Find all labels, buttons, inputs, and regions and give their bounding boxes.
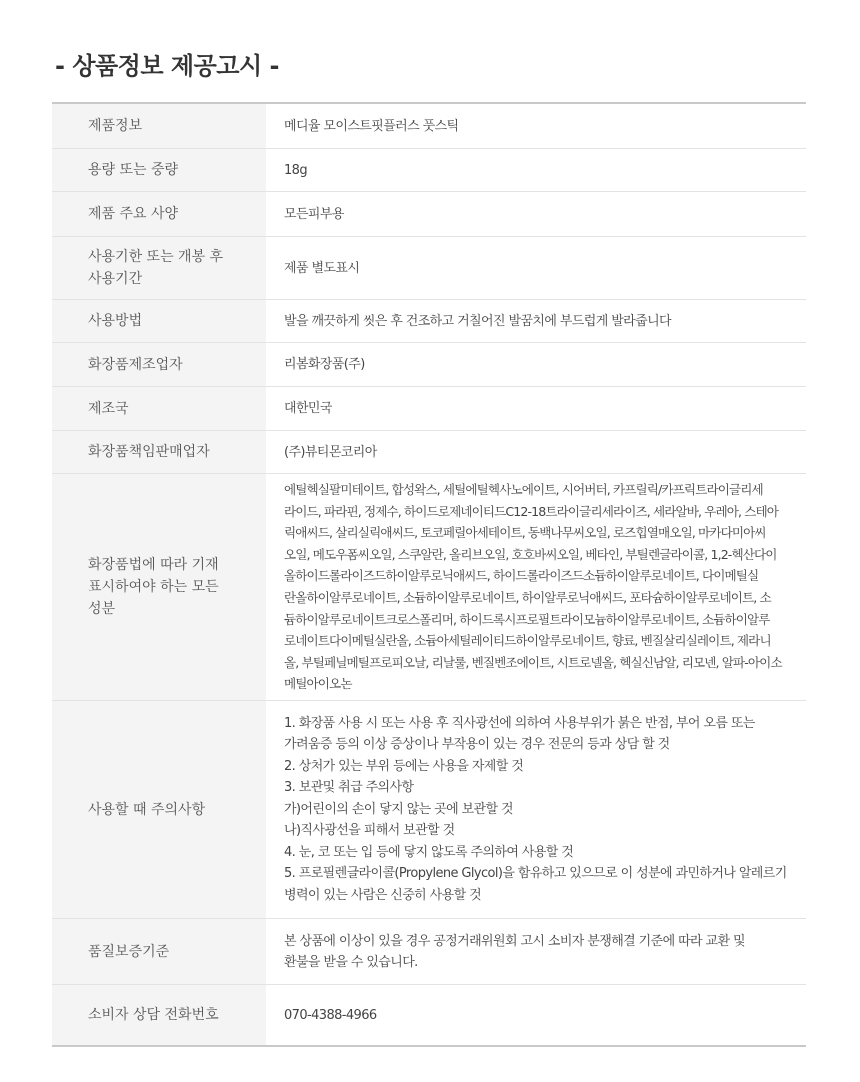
row-value-cautions [266,701,806,918]
row-label-seller: 화장품책임판매업자 [52,431,266,473]
row-label-cautions: 사용할 때 주의사항 [52,701,266,918]
table-row [52,386,806,430]
caution-item: 가)어린이의 손이 닿지 않는 곳에 보관할 것 [284,801,513,817]
caution-item: 1. 화장품 사용 시 또는 사용 후 직사광선에 의하여 사용부위가 붉은 반점, 부어 오름 또는 가려움증 등의 이상 증상이나 부작용이 있는 경우 전문의 등과 상담 할 것 [284,715,755,753]
table-row [52,236,806,299]
table-row [52,148,806,191]
caution-item: 나)직사광선을 피해서 보관할 것 [284,823,455,839]
usage-text: 발을 깨끗하게 씻은 후 건조하고 거칠어진 발꿈치에 부드럽게 발라줍니다 [284,313,671,329]
expiry-text: 제품 별도표시 [284,260,360,276]
country-text: 대한민국 [284,401,332,416]
row-label-manufacturer: 화장품제조업자 [52,343,266,386]
row-label-product-info: 제품정보 [52,104,266,148]
table-row [52,299,806,342]
table-row [52,984,806,1045]
cautions-list [284,713,787,907]
product-info-table [52,102,806,1047]
row-label-expiry: 사용기한 또는 개봉 후 사용기간 [52,237,266,299]
caution-item: 4. 눈, 코 또는 입 등에 닿지 않도록 주의하여 사용할 것 [284,844,574,860]
row-value-capacity [266,149,806,191]
row-label-country: 제조국 [52,387,266,430]
main-spec-text: 모든피부용 [284,206,344,222]
ingredients-text: 에틸헥실팔미테이트, 합성왁스, 세틸에틸헥사노에이트, 시어버터, 카프릴릭/카프릭트라이글리세 라이드, 파라핀, 정제수, 하이드로제네이티드C12-18트라이글리세라이즈, 세라알바, 우레아, 스테아 릭애씨드, 살리실릭애씨드, 토코페릴아세테이트, 동백나무씨오일, 로즈힙열매오일, 마카다미아씨 오일, 메도우폼씨오일, 스쿠알란, 올리브오일, 호호바씨오일, 베타인, 부틸렌글라이콜, 1,2-헥산다이 올하이드롤라이즈드하이알루로닉애씨드, 하이드롤라이즈드소듐하이알루로네이트, 다이메틸실 란올하이알루로네이트, 소듐하이알루로네이트, 하이알루로닉애씨드, 포타슘하이알루로네이트, 소 듐하이알루로네이트크로스폴리머, 하이드록시프로필트라이모늄하이알루로네이트, 소듐하이알루 로네이트다이메틸실란올, 소듐아세틸레이티드하이알루로네이트, 향료, 벤질살리실레이트, 제라니 올, 부틸페닐메틸프로피오날, 리날룰, 벤질벤조에이트, 시트로넬올, 헥실신남알, 리모넨, 알파-아이소 메틸아이오논 [284,482,782,692]
table-row [52,473,806,700]
phone-number-text: 070-4388-4966 [284,1007,377,1023]
table-row [52,104,806,148]
row-value-product-info [266,104,806,148]
table-row [52,191,806,236]
row-value-manufacturer [266,343,806,386]
row-value-phone [266,985,806,1045]
row-value-usage [266,300,806,342]
row-label-quality: 품질보증기준 [52,919,266,984]
row-value-ingredients [266,474,806,700]
row-value-main-spec [266,192,806,236]
table-row [52,342,806,386]
row-label-phone: 소비자 상담 전화번호 [52,985,266,1045]
page-title: - 상품정보 제공고시 - [55,52,279,80]
capacity-text: 18g [284,162,307,178]
row-value-seller [266,431,806,473]
product-name-text: 메디율 모이스트핏플러스 풋스틱 [284,118,459,134]
table-row [52,430,806,473]
quality-text: 본 상품에 이상이 있을 경우 공정거래위원회 고시 소비자 분쟁해결 기준에 따라 교환 및 환불을 받을 수 있습니다. [284,933,745,970]
table-row [52,700,806,918]
seller-text: (주)뷰티몬코리아 [284,444,377,460]
row-label-usage: 사용방법 [52,300,266,342]
row-value-country [266,387,806,430]
caution-item: 5. 프로필렌글라이콜(Propylene Glycol)을 함유하고 있으므로 이 성분에 과민하거나 알레르기 병력이 있는 사람은 신중히 사용할 것 [284,866,787,903]
row-label-main-spec: 제품 주요 사양 [52,192,266,236]
manufacturer-text: 리봄화장품(주) [284,357,365,372]
row-value-quality [266,919,806,984]
caution-item: 2. 상처가 있는 부위 등에는 사용을 자제할 것 [284,758,524,774]
row-value-expiry [266,237,806,299]
row-label-ingredients: 화장품법에 따라 기재 표시하여야 하는 모든 성분 [52,474,266,700]
table-row [52,918,806,984]
row-label-capacity: 용량 또는 중량 [52,149,266,191]
caution-item: 3. 보관및 취급 주의사항 [284,780,414,796]
